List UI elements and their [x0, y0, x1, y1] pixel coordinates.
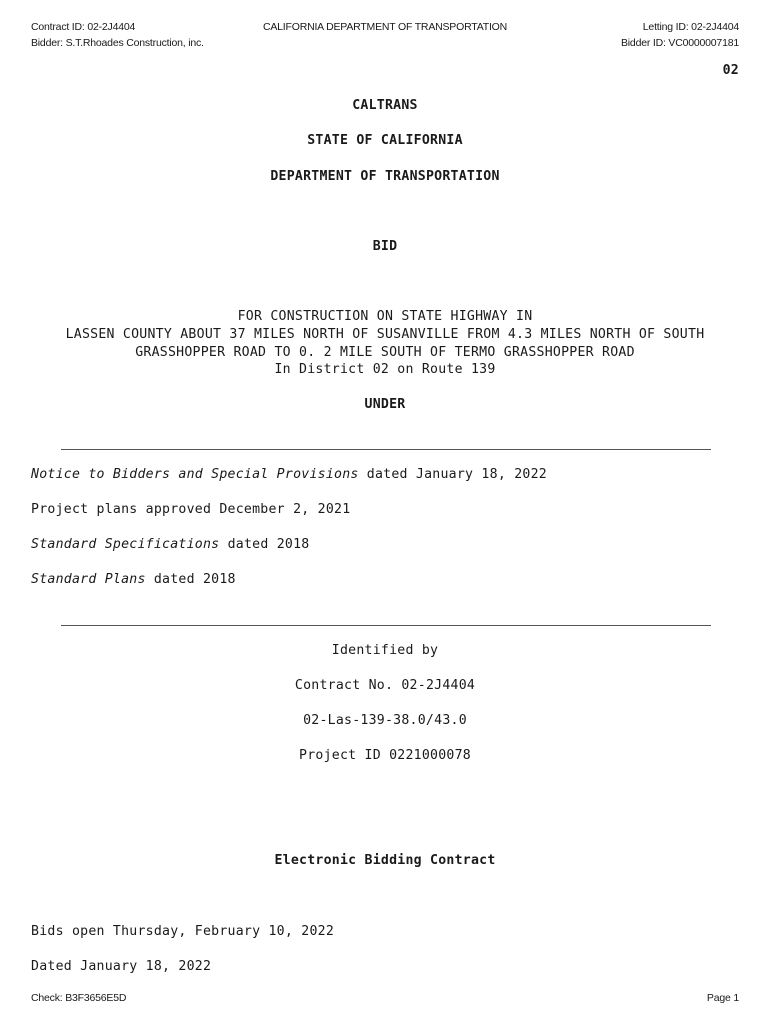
contract-id: Contract ID: 02-2J4404 — [31, 21, 136, 33]
notice-date: dated January 18, 2022 — [358, 467, 547, 482]
std-plans-title: Standard Plans — [31, 572, 146, 587]
contract-number: Contract No. 02-2J4404 — [294, 678, 476, 693]
agency-name: CALTRANS — [352, 98, 418, 113]
dated-line: Dated January 18, 2022 — [31, 959, 212, 974]
notice-title: Notice to Bidders and Special Provisions — [31, 467, 359, 482]
bids-open-date: Bids open Thursday, February 10, 2022 — [31, 924, 335, 939]
description-line-2: LASSEN COUNTY ABOUT 37 MILES NORTH OF SUSANVILLE FROM 4.3 MILES NORTH OF SOUTH — [65, 327, 705, 342]
page-number: Page 1 — [706, 992, 739, 1004]
specs-title: Standard Specifications — [31, 537, 220, 552]
std-plans-line — [31, 572, 236, 587]
notice-line — [31, 467, 547, 482]
description-line-1: FOR CONSTRUCTION ON STATE HIGHWAY IN — [237, 309, 533, 324]
description-line-4: In District 02 on Route 139 — [274, 362, 496, 377]
divider — [61, 625, 711, 626]
location-code: 02-Las-139-38.0/43.0 — [303, 713, 467, 728]
letting-id: Letting ID: 02-2J4404 — [642, 21, 739, 33]
state-name: STATE OF CALIFORNIA — [307, 133, 463, 148]
specs-line — [31, 537, 309, 552]
department-name: DEPARTMENT OF TRANSPORTATION — [270, 169, 500, 184]
department-header: CALIFORNIA DEPARTMENT OF TRANSPORTATION — [262, 21, 508, 33]
identified-by: Identified by — [331, 643, 439, 658]
under-heading: UNDER — [364, 397, 406, 412]
bidder-name: Bidder: S.T.Rhoades Construction, inc. — [31, 37, 204, 49]
bid-heading: BID — [372, 239, 398, 254]
description-line-3: GRASSHOPPER ROAD TO 0. 2 MILE SOUTH OF TERMO GRASSHOPPER ROAD — [135, 345, 635, 360]
district-code: 02 — [722, 63, 739, 78]
specs-date: dated 2018 — [219, 537, 310, 552]
std-plans-date: dated 2018 — [145, 572, 236, 587]
divider — [61, 449, 711, 450]
bidder-id: Bidder ID: VC0000007181 — [621, 37, 739, 49]
check-code: Check: B3F3656E5D — [31, 992, 127, 1004]
contract-type: Electronic Bidding Contract — [274, 853, 496, 868]
plans-line: Project plans approved December 2, 2021 — [31, 502, 351, 517]
project-id: Project ID 0221000078 — [299, 748, 471, 763]
